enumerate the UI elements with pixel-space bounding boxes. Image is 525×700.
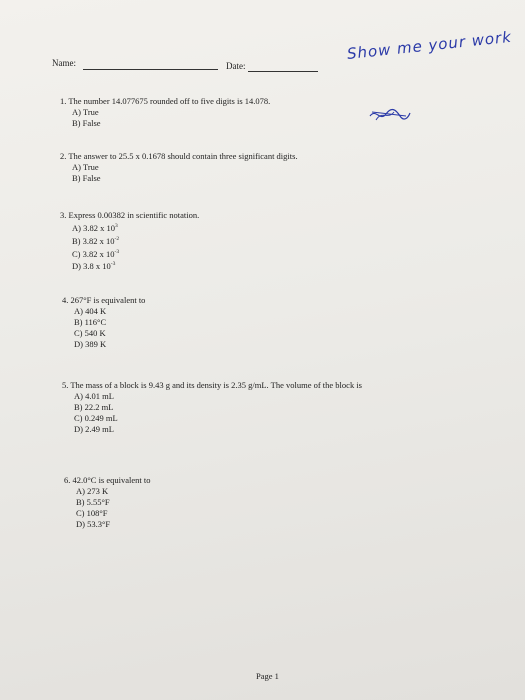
- handwritten-note: Show me your work: [346, 27, 513, 63]
- option-base: B) 3.82 x 10: [72, 235, 115, 246]
- answer-option: B) 116°C: [74, 317, 107, 327]
- answer-option: A) True: [72, 162, 99, 172]
- question-3: [60, 210, 199, 272]
- question-stem: 5. The mass of a block is 9.43 g and its density is 2.35 g/mL. The volume of the block is: [62, 380, 362, 390]
- answer-option: [60, 259, 199, 272]
- name-blank-line: [83, 69, 218, 70]
- answer-option: [60, 221, 199, 234]
- option-exponent: 3: [114, 223, 118, 229]
- answer-option: A) 4.01 mL: [74, 391, 114, 401]
- answer-option: B) False: [72, 173, 101, 183]
- answer-option: D) 2.49 mL: [74, 424, 114, 434]
- option-exponent: -3: [114, 248, 120, 255]
- answer-option: B) 5.55°F: [76, 497, 110, 507]
- question-2: [60, 151, 298, 184]
- option-exponent: -3: [110, 261, 116, 268]
- option-base: C) 3.82 x 10: [72, 248, 115, 259]
- question-stem: 1. The number 14.077675 rounded off to five digits is 14.078.: [60, 96, 271, 106]
- answer-option: A) True: [72, 107, 99, 117]
- answer-option: A) 404 K: [74, 306, 107, 316]
- page-number: Page 1: [256, 671, 279, 681]
- question-6: [64, 475, 151, 530]
- answer-option: [60, 247, 199, 260]
- name-label: Name:: [52, 58, 76, 68]
- answer-option: C) 108°F: [76, 508, 108, 518]
- answer-option: D) 53.3°F: [76, 519, 111, 529]
- answer-option: C) 540 K: [74, 328, 106, 338]
- question-stem: 4. 267°F is equivalent to: [62, 295, 146, 305]
- option-base: D) 3.8 x 10: [72, 261, 111, 272]
- answer-option: D) 389 K: [74, 339, 107, 349]
- question-5: [62, 380, 362, 435]
- answer-option: B) False: [72, 118, 101, 128]
- option-exponent: -2: [114, 235, 120, 242]
- question-stem: 3. Express 0.00382 in scientific notation.: [60, 210, 200, 220]
- question-stem: 6. 42.0°C is equivalent to: [64, 475, 151, 485]
- answer-option: [60, 234, 199, 247]
- scribble-mark: [368, 104, 412, 126]
- question-4: [62, 295, 145, 350]
- answer-option: B) 22.2 mL: [74, 402, 114, 412]
- question-stem: 2. The answer to 25.5 x 0.1678 should contain three significant digits.: [60, 151, 298, 161]
- question-1: [60, 96, 270, 129]
- date-label: Date:: [226, 61, 246, 71]
- answer-option: C) 0.249 mL: [74, 413, 118, 423]
- option-base: A) 3.82 x 10: [72, 222, 115, 233]
- date-blank-line: [248, 71, 318, 72]
- answer-option: A) 273 K: [76, 486, 109, 496]
